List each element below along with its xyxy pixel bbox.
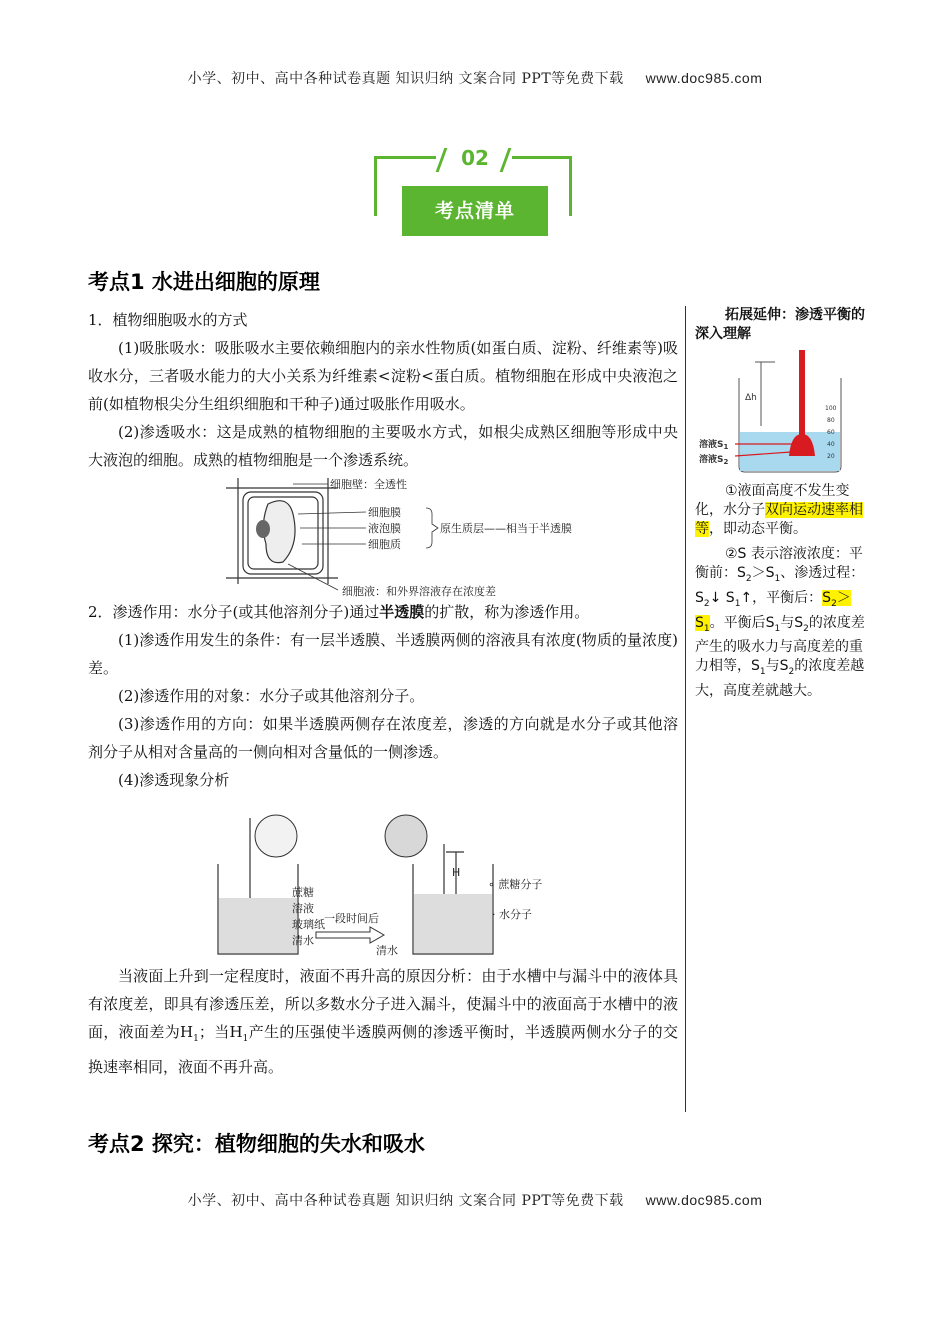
paragraph-conditions: (1)渗透作用发生的条件：有一层半透膜、半透膜两侧的溶液具有浓度(物质的量浓度)差。 bbox=[88, 631, 678, 677]
label-sucrose: 蔗糖 bbox=[292, 886, 314, 899]
paragraph-direction: (3)渗透作用的方向：如果半透膜两侧存在浓度差，渗透的方向就是水分子或其他溶剂分子从相对含量高的一侧向相对含量低的一侧渗透。 bbox=[88, 715, 678, 761]
sidebar-note-2: ②S 表示溶液浓度：平衡前：$S_2>S_1$、渗透过程：$S_2↓$ $S_1↑$，平衡后：$S_2>S_1$。平衡后$S_1$与$S_2$的浓度差产生的吸水力与高度差的重力相等，$S_1$与$S_2$的浓度差越大，高度差就越大。 bbox=[695, 546, 865, 700]
legend-water-molecule: · 水分子 bbox=[492, 908, 532, 921]
sidebar-title: 拓展延伸：渗透平衡的深入理解 bbox=[695, 307, 865, 342]
highlight-s2-greater: $S_2>S_1$ bbox=[695, 589, 851, 634]
footer-text: 小学、初中、高中各种试卷真题 知识归纳 文案合同 PPT等免费下载 bbox=[187, 1193, 624, 1209]
label-clear-water-right: 清水 bbox=[376, 944, 398, 957]
paragraph-1: 1．植物细胞吸水的方式 bbox=[88, 311, 248, 329]
legend-sucrose-molecule: ∘ 蔗糖分子 bbox=[488, 878, 543, 891]
label-solution-s2: 溶液$S_2$ bbox=[699, 455, 729, 466]
banner-number: 02 bbox=[461, 146, 489, 170]
label-cell-wall: 细胞壁：全透性 bbox=[330, 478, 407, 491]
footer-url[interactable]: www.doc985.com bbox=[645, 1192, 763, 1208]
sidebar-note-1: ①液面高度不发生变化，水分子双向运动速率相等，即动态平衡。 bbox=[695, 483, 863, 537]
tick-100: 100 bbox=[825, 405, 837, 412]
highlight-equal-rate: 双向运动速率相等 bbox=[695, 502, 863, 537]
tick-20: 20 bbox=[827, 453, 835, 460]
tick-60: 60 bbox=[827, 429, 835, 436]
label-cell-membrane: 细胞膜 bbox=[368, 506, 401, 519]
page-header bbox=[0, 68, 950, 88]
label-clear-water: 清水 bbox=[292, 934, 314, 947]
label-cytoplasm: 细胞质 bbox=[368, 538, 401, 551]
label-solution-s1: 溶液$S_1$ bbox=[699, 440, 729, 451]
plant-cell-diagram bbox=[88, 474, 678, 598]
label-delta-h: Δh bbox=[745, 393, 757, 403]
main-column bbox=[88, 306, 678, 1081]
beaker-diagram bbox=[695, 348, 865, 476]
label-glass-paper: 玻璃纸 bbox=[292, 918, 325, 931]
paragraph-object: (2)渗透作用的对象：水分子或其他溶剂分子。 bbox=[118, 687, 425, 705]
tick-80: 80 bbox=[827, 417, 835, 424]
tick-40: 40 bbox=[827, 441, 835, 448]
osmosis-experiment-diagram bbox=[88, 794, 678, 962]
header-text: 小学、初中、高中各种试卷真题 知识归纳 文案合同 PPT等免费下载 bbox=[187, 71, 624, 87]
header-url[interactable]: www.doc985.com bbox=[645, 70, 763, 86]
label-height-h: H bbox=[452, 866, 461, 879]
label-after-time: 一段时间后 bbox=[324, 912, 379, 925]
sidebar bbox=[695, 306, 865, 707]
page-footer bbox=[0, 1190, 950, 1210]
section-1-title: 考点1 水进出细胞的原理 bbox=[88, 270, 320, 294]
term-semipermeable: 半透膜 bbox=[379, 603, 425, 621]
section-banner bbox=[374, 146, 576, 238]
column-divider bbox=[685, 306, 686, 1112]
section-2-title: 考点2 探究：植物细胞的失水和吸水 bbox=[88, 1132, 425, 1156]
label-solution: 溶液 bbox=[292, 902, 314, 915]
paragraph-osmosis: 2．渗透作用：水分子(或其他溶剂分子)通过半透膜的扩散，称为渗透作用。 bbox=[88, 603, 590, 621]
paragraph-osmotic-absorption: (2)渗透吸水：这是成熟的植物细胞的主要吸水方式，如根尖成熟区细胞等形成中央大液泡的细胞。成熟的植物细胞是一个渗透系统。 bbox=[88, 423, 678, 469]
paragraph-level-analysis: 当液面上升到一定程度时，液面不再升高的原因分析：由于水槽中与漏斗中的液体具有浓度差，即具有渗透压差，所以多数水分子进入漏斗，使漏斗中的液面高于水槽中的液面，液面差为$H_1$；当$H_1$产生的压强使半透膜两侧的渗透平衡时，半透膜两侧水分子的交换速率相同，液面不再升高。 bbox=[88, 967, 678, 1076]
paragraph-analysis-heading: (4)渗透现象分析 bbox=[118, 771, 230, 789]
label-vacuole-membrane: 液泡膜 bbox=[368, 522, 401, 535]
banner-label: 考点清单 bbox=[402, 186, 548, 236]
paragraph-imbibition: (1)吸胀吸水：吸胀吸水主要依赖细胞内的亲水性物质(如蛋白质、淀粉、纤维素等)吸收水分，三者吸水能力的大小关系为纤维素<淀粉<蛋白质。植物细胞在形成中央液泡之前(如植物根尖分生组织细胞和干种子)通过吸胀作用吸水。 bbox=[88, 339, 678, 413]
label-cell-sap: 细胞液：和外界溶液存在浓度差 bbox=[342, 585, 496, 598]
label-protoplasm-layer: 原生质层——相当于半透膜 bbox=[440, 522, 572, 535]
